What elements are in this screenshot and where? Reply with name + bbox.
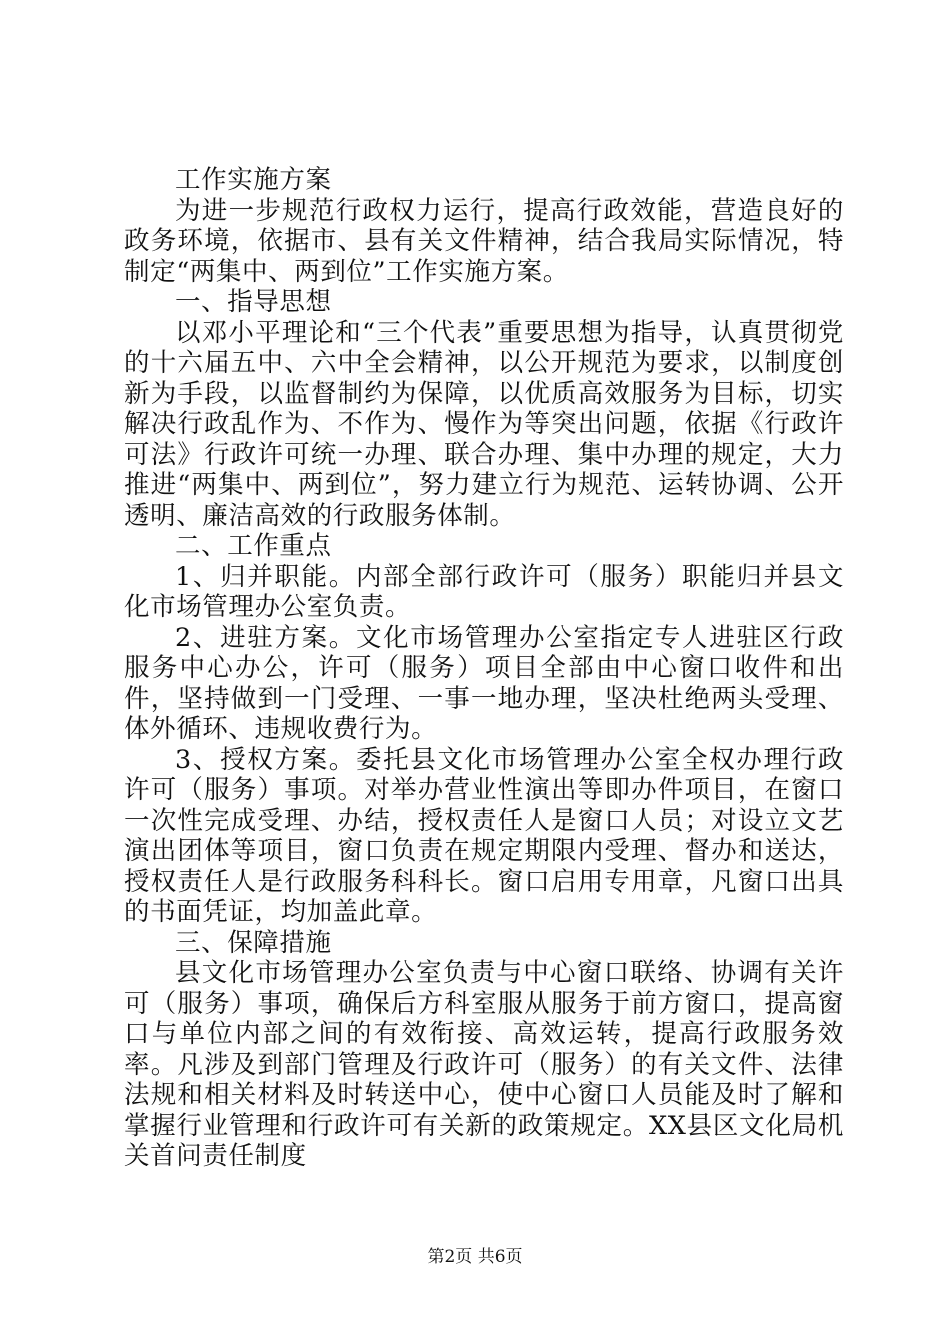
- work-focus-item-3: 3、授权方案。委托县文化市场管理办公室全权办理行政许可（服务）事项。对举办营业性演出等即办件项目，在窗口一次性完成受理、办结，授权责任人是窗口人员；对设立文艺演出团体等项目，窗口负责在规定期限内受理、督办和送达，授权责任人是行政服务科科长。窗口启用专用章，凡窗口出具的书面凭证，均加盖此章。: [124, 744, 844, 927]
- work-focus-item-2: 2、进驻方案。文化市场管理办公室指定专人进驻区行政服务中心办公，许可（服务）项目全部由中心窗口收件和出件，坚持做到一门受理、一事一地办理，坚决杜绝两头受理、体外循环、违规收费行为。: [124, 622, 844, 744]
- guiding-thought-paragraph: 以邓小平理论和“三个代表”重要思想为指导，认真贯彻党的十六届五中、六中全会精神，以公开规范为要求，以制度创新为手段，以监督制约为保障，以优质高效服务为目标，切实解决行政乱作为、不作为、慢作为等突出问题，依据《行政许可法》行政许可统一办理、联合办理、集中办理的规定，大力推进“两集中、两到位”，努力建立行为规范、运转协调、公开透明、廉洁高效的行政服务体制。: [124, 317, 844, 531]
- section-heading-work-focus: 二、工作重点: [175, 531, 332, 561]
- intro-paragraph: 为进一步规范行政权力运行，提高行政效能，营造良好的政务环境，依据市、县有关文件精神，结合我局实际情况，特制定“两集中、两到位”工作实施方案。: [124, 195, 844, 287]
- section-heading-safeguards: 三、保障措施: [175, 927, 332, 958]
- section-heading-guiding-thought: 一、指导思想: [175, 287, 332, 317]
- work-focus-item-1: 1、归并职能。内部全部行政许可（服务）职能归并县文化市场管理办公室负责。: [124, 561, 844, 622]
- document-body: [124, 165, 844, 1172]
- page-number-footer: 第2页 共6页: [427, 1247, 523, 1267]
- document-title: 工作实施方案: [175, 165, 332, 195]
- safeguards-paragraph: 县文化市场管理办公室负责与中心窗口联络、协调有关许可（服务）事项，确保后方科室服从服务于前方窗口，提高窗口与单位内部之间的有效衔接、高效运转，提高行政服务效率。凡涉及到部门管理及行政许可（服务）的有关文件、法律法规和相关材料及时转送中心，使中心窗口人员能及时了解和掌握行业管理和行政许可有关新的政策规定。XX县区文化局机关首问责任制度: [124, 958, 844, 1171]
